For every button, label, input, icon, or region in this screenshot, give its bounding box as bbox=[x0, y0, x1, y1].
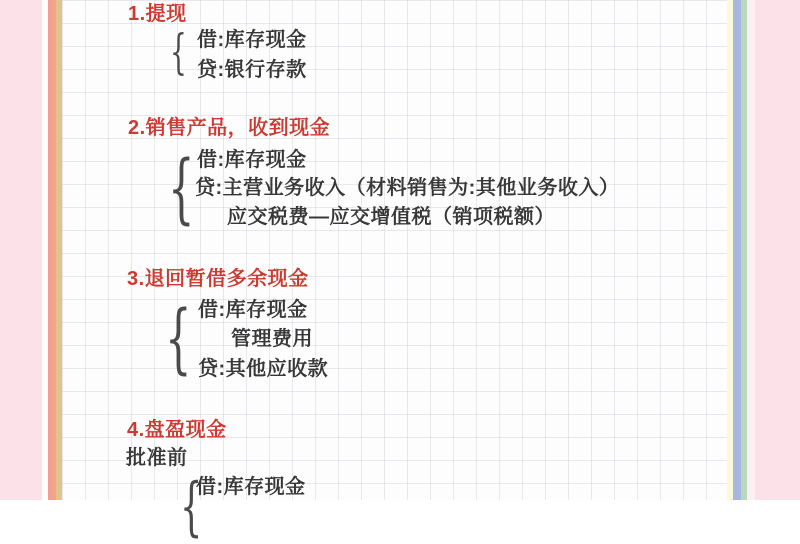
section-1-entry-credit: 贷:银行存款 bbox=[197, 59, 307, 81]
right-pink-margin bbox=[755, 0, 800, 500]
section-2-entry-credit: 贷:主营业务收入（材料销售为:其他业务收入） bbox=[195, 177, 620, 199]
section-3-entry-debit: 借:库存现金 bbox=[198, 299, 308, 321]
section-2-title: 2.销售产品，收到现金 bbox=[128, 117, 331, 139]
section-4-title: 4.盘盈现金 bbox=[127, 419, 227, 441]
section-4-brace: { bbox=[180, 470, 203, 544]
section-1-entry-debit: 借:库存现金 bbox=[197, 29, 307, 51]
section-1-title: 1.提现 bbox=[128, 3, 187, 25]
right-blue-stripe bbox=[733, 0, 741, 500]
left-coral-stripe bbox=[48, 0, 56, 500]
section-3-entry-credit: 贷:其他应收款 bbox=[198, 358, 329, 380]
left-pink-margin bbox=[0, 0, 42, 500]
section-3-entry-debit-2: 管理费用 bbox=[231, 328, 313, 350]
section-2-brace: { bbox=[168, 143, 195, 232]
section-3-title: 3.退回暂借多余现金 bbox=[127, 268, 309, 290]
right-fade-stripe bbox=[747, 0, 755, 500]
section-2-entry-debit: 借:库存现金 bbox=[197, 149, 307, 171]
section-2-entry-credit-tax: 应交税费—应交增值税（销项税额） bbox=[227, 206, 555, 228]
section-4-entry-debit: 借:库存现金 bbox=[196, 476, 306, 498]
section-3-brace: { bbox=[165, 293, 192, 382]
section-1-brace: { bbox=[170, 24, 187, 80]
section-4-subheading: 批准前 bbox=[126, 447, 188, 469]
